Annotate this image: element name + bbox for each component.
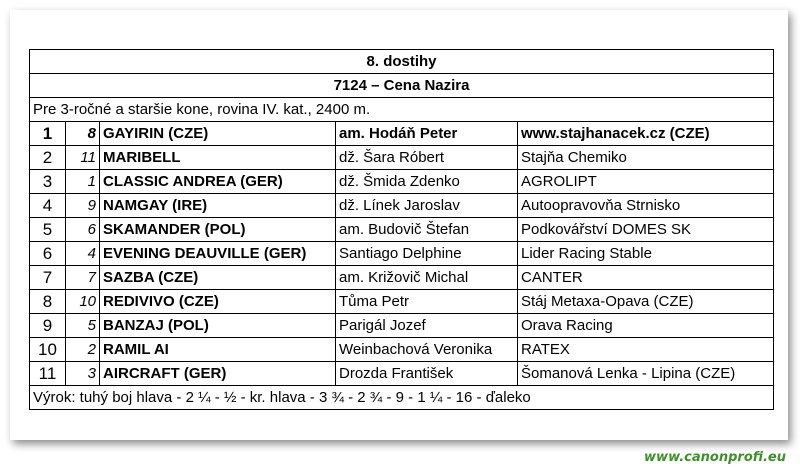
start-number: 3 — [66, 362, 100, 386]
horse-name: SAZBA (CZE) — [100, 266, 336, 290]
owner-name: Stáj Metaxa-Opava (CZE) — [518, 290, 774, 314]
owner-name: Autoopravovňa Strnisko — [518, 194, 774, 218]
finish-position: 6 — [30, 242, 66, 266]
race-title-row — [30, 50, 774, 74]
jockey-name: Drozda František — [336, 362, 518, 386]
jockey-name: am. Budovič Štefan — [336, 218, 518, 242]
horse-name: GAYIRIN (CZE) — [100, 122, 336, 146]
race-verdict: Výrok: tuhý boj hlava - 2 ¼ - ½ - kr. hlava - 3 ¾ - 2 ¾ - 9 - 1 ¼ - 16 - ďaleko — [30, 386, 774, 410]
horse-name: NAMGAY (IRE) — [100, 194, 336, 218]
jockey-name: am. Križovič Michal — [336, 266, 518, 290]
result-row — [30, 170, 774, 194]
result-row — [30, 242, 774, 266]
start-number: 9 — [66, 194, 100, 218]
horse-name: MARIBELL — [100, 146, 336, 170]
result-row — [30, 218, 774, 242]
result-row — [30, 362, 774, 386]
start-number: 4 — [66, 242, 100, 266]
horse-name: RAMIL AI — [100, 338, 336, 362]
owner-name: AGROLIPT — [518, 170, 774, 194]
jockey-name: dž. Šmida Zdenko — [336, 170, 518, 194]
jockey-name: dž. Línek Jaroslav — [336, 194, 518, 218]
verdict-row — [30, 386, 774, 410]
result-row — [30, 290, 774, 314]
result-row — [30, 146, 774, 170]
race-name-row — [30, 74, 774, 98]
jockey-name: dž. Šara Róbert — [336, 146, 518, 170]
result-row — [30, 122, 774, 146]
start-number: 6 — [66, 218, 100, 242]
owner-name: Podkovářství DOMES SK — [518, 218, 774, 242]
horse-name: EVENING DEAUVILLE (GER) — [100, 242, 336, 266]
horse-name: AIRCRAFT (GER) — [100, 362, 336, 386]
horse-name: BANZAJ (POL) — [100, 314, 336, 338]
watermark: www.canonprofi.eu — [644, 450, 786, 465]
finish-position: 9 — [30, 314, 66, 338]
horse-name: REDIVIVO (CZE) — [100, 290, 336, 314]
finish-position: 3 — [30, 170, 66, 194]
finish-position: 4 — [30, 194, 66, 218]
finish-position: 2 — [30, 146, 66, 170]
finish-position: 1 — [30, 122, 66, 146]
race-conditions: Pre 3-ročné a staršie kone, rovina IV. kat., 2400 m. — [30, 98, 774, 122]
horse-name: SKAMANDER (POL) — [100, 218, 336, 242]
owner-name: www.stajhanacek.cz (CZE) — [518, 122, 774, 146]
jockey-name: Parigál Jozef — [336, 314, 518, 338]
finish-position: 7 — [30, 266, 66, 290]
owner-name: Šomanová Lenka - Lipina (CZE) — [518, 362, 774, 386]
start-number: 7 — [66, 266, 100, 290]
finish-position: 8 — [30, 290, 66, 314]
owner-name: CANTER — [518, 266, 774, 290]
jockey-name: Santiago Delphine — [336, 242, 518, 266]
race-results-table — [29, 49, 774, 410]
start-number: 5 — [66, 314, 100, 338]
finish-position: 5 — [30, 218, 66, 242]
owner-name: Orava Racing — [518, 314, 774, 338]
finish-position: 11 — [30, 362, 66, 386]
owner-name: RATEX — [518, 338, 774, 362]
jockey-name: am. Hodáň Peter — [336, 122, 518, 146]
start-number: 2 — [66, 338, 100, 362]
jockey-name: Tůma Petr — [336, 290, 518, 314]
jockey-name: Weinbachová Veronika — [336, 338, 518, 362]
result-row — [30, 266, 774, 290]
race-conditions-row — [30, 98, 774, 122]
start-number: 10 — [66, 290, 100, 314]
start-number: 1 — [66, 170, 100, 194]
result-row — [30, 338, 774, 362]
race-name: 7124 – Cena Nazira — [30, 74, 774, 98]
race-title: 8. dostihy — [30, 50, 774, 74]
result-row — [30, 194, 774, 218]
result-row — [30, 314, 774, 338]
owner-name: Lider Racing Stable — [518, 242, 774, 266]
horse-name: CLASSIC ANDREA (GER) — [100, 170, 336, 194]
start-number: 11 — [66, 146, 100, 170]
finish-position: 10 — [30, 338, 66, 362]
owner-name: Stajňa Chemiko — [518, 146, 774, 170]
start-number: 8 — [66, 122, 100, 146]
